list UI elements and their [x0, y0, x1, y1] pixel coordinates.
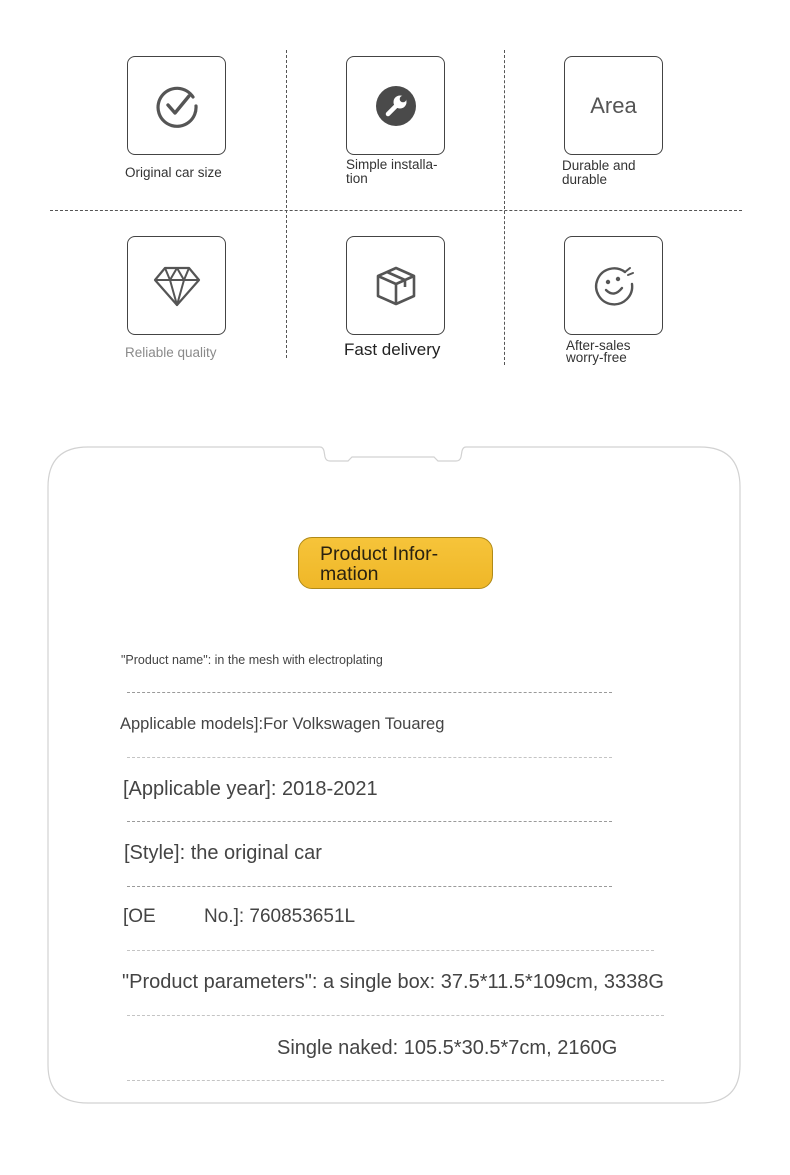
feature-caption: After-sales worry-free [566, 338, 631, 365]
info-row-naked: Single naked: 105.5*30.5*7cm, 2160G [277, 1037, 618, 1059]
feature-caption: Simple installa- tion [346, 157, 438, 186]
info-row-year: [Applicable year]: 2018-2021 [123, 778, 378, 800]
feature-caption: Reliable quality [125, 345, 217, 360]
info-separator [127, 821, 612, 822]
info-separator [127, 692, 612, 693]
product-info-badge: Product Infor- mation [298, 537, 493, 589]
info-separator [127, 950, 654, 951]
info-row-product-name: "Product name": in the mesh with electroplating [121, 653, 383, 667]
info-row-oe-number: No.]: 760853651L [204, 906, 356, 927]
info-row-style: [Style]: the original car [124, 842, 322, 864]
info-row-models: Applicable models]:For Volkswagen Touareg [120, 715, 445, 733]
info-separator [127, 757, 612, 758]
info-separator [127, 1080, 664, 1081]
feature-caption: Original car size [125, 165, 222, 180]
info-separator [127, 1015, 664, 1016]
area-tile-label: Area [590, 92, 637, 118]
feature-caption: Durable and durable [562, 158, 636, 187]
info-row-parameters: "Product parameters": a single box: 37.5*11.5*109cm, 3338G [122, 971, 664, 993]
feature-caption: Fast delivery [344, 340, 441, 359]
info-separator [127, 886, 612, 887]
info-row-oe-label: [OE [123, 906, 156, 927]
